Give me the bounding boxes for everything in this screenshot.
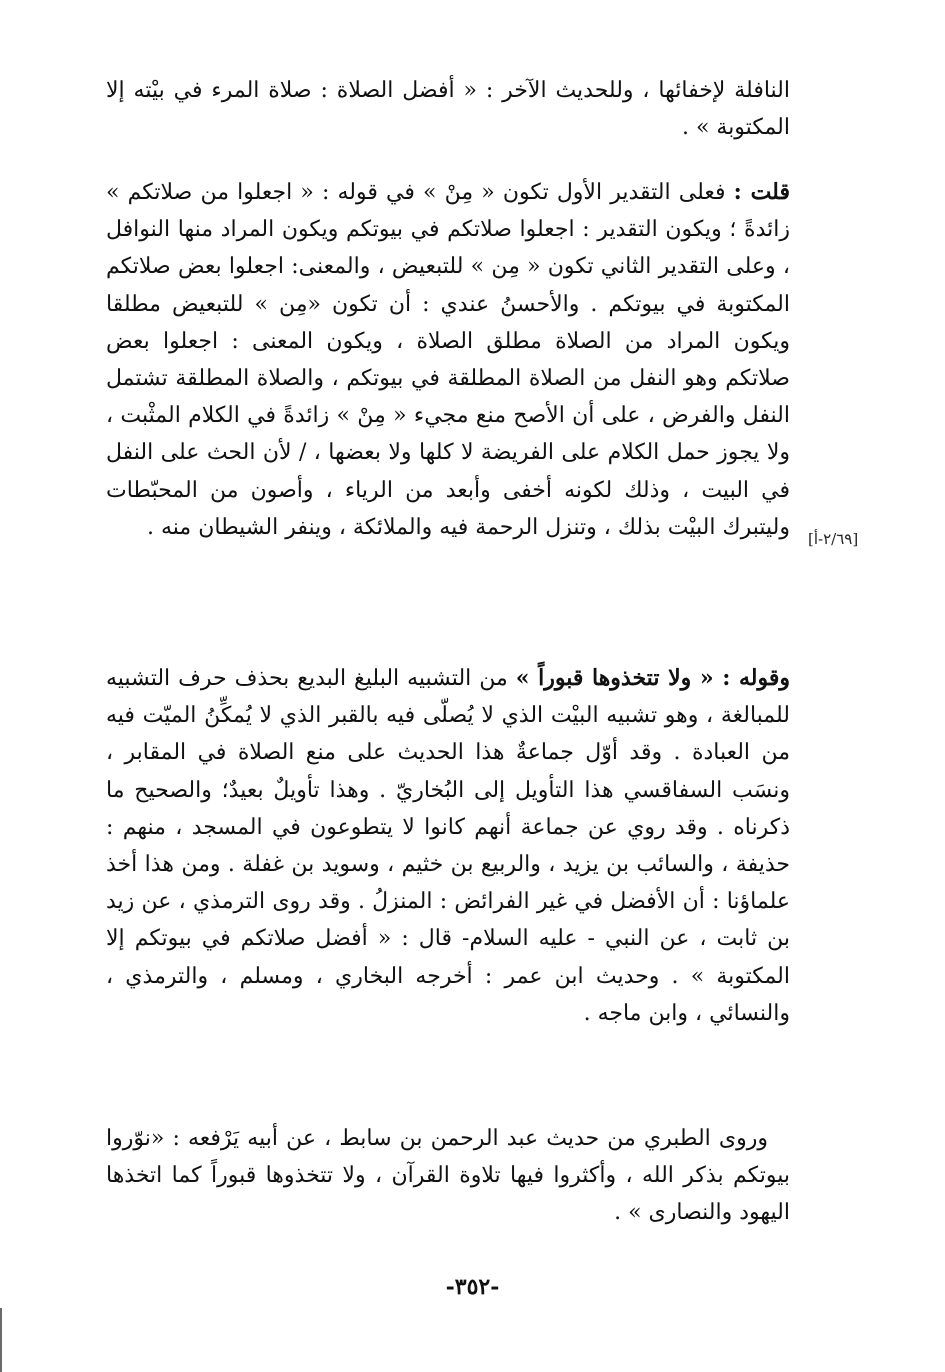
page-number: -٣٥٢-: [445, 1274, 500, 1300]
paragraph-2: [106, 174, 790, 546]
paragraph-1: [106, 72, 790, 146]
paragraph-1-text: النافلة لإخفائها ، وللحديث الآخر : « أفضل الصلاة : صلاة المرء في بيْته إلا المكتوبة » .: [106, 78, 790, 141]
paragraph-4-text: وروى الطبري من حديث عبد الرحمن بن سابط ، عن أبيه يَرْفعه : «نوّروا بيوتكم بذكر الله ، وأكثروا فيها تلاوة القرآن ، ولا تتخذوها قبوراً كما اتخذها اليهود والنصارى » .: [106, 1126, 790, 1226]
paragraph-3-lead: وقوله : « ولا تتخذوها قبوراً »: [515, 665, 791, 691]
paragraph-2-text: فعلى التقدير الأول تكون « مِنْ » في قوله : « اجعلوا من صلاتكم » زائدةً ؛ ويكون التقدير : اجعلوا صلاتكم في بيوتكم ويكون المراد منها النوافل ، وعلى التقدير الثاني تكون « مِن » للتبعيض ، والمعنى: اجعلوا بعض صلاتكم المكتوبة في بيوتكم . والأحسنُ عندي : أن تكون «مِن » للتبعيض مطلقا ويكون المراد من الصلاة مطلق الصلاة ، ويكون المعنى : اجعلوا بعض صلاتكم وهو النفل من الصلاة المطلقة في بيوتكم ، والصلاة المطلقة تشتمل النفل والفرض ، على أن الأصح منع مجيء « مِنْ » زائدةً في الكلام المثْبت ، ولا يجوز حمل الكلام على الفريضة لا كلها ولا بعضها ، / لأن الحث على النفل في البيت ، وذلك لكونه أخفى وأبعد من الرياء ، وأصون من المحبّطات وليتبرك البيْت بذلك ، وتنزل الرحمة فيه والملائكة ، وينفر الشيطان منه .: [106, 180, 791, 540]
paragraph-4: [106, 1120, 790, 1232]
paragraph-3: [106, 660, 790, 1032]
paragraph-2-lead: قلت :: [733, 179, 790, 205]
paragraph-3-text: من التشبيه البليغ البديع بحذف حرف التشبيه للمبالغة ، وهو تشبيه البيْت الذي لا يُصلّى فيه بالقبر الذي لا يُمكِّنُ الميّت فيه من العبادة . وقد أوّل جماعةٌ هذا الحديث على منع الصلاة في المقابر ، ونسَب السفاقسي هذا التأويل إلى البُخاريّ . وهذا تأويلٌ بعيدٌ؛ والصحيح ما ذكرناه . وقد روي عن جماعة أنهم كانوا لا يتطوعون في المسجد ، منهم : حذيفة ، والسائب بن يزيد ، والربيع بن خثيم ، وسويد بن غفلة . ومن هذا أخذ علماؤنا : أن الأفضل في غير الفرائض : المنزلُ . وقد روى الترمذي ، عن زيد بن ثابت ، عن النبي - عليه السلام- قال : « أفضل صلاتكم في بيوتكم إلا المكتوبة » . وحديث ابن عمر : أخرجه البخاري ، ومسلم ، والترمذي ، والنسائي ، وابن ماجه .: [106, 666, 790, 1026]
margin-reference-note: [٢/٦٩-أ]: [808, 530, 859, 548]
scan-edge-mark: [0, 1308, 2, 1372]
